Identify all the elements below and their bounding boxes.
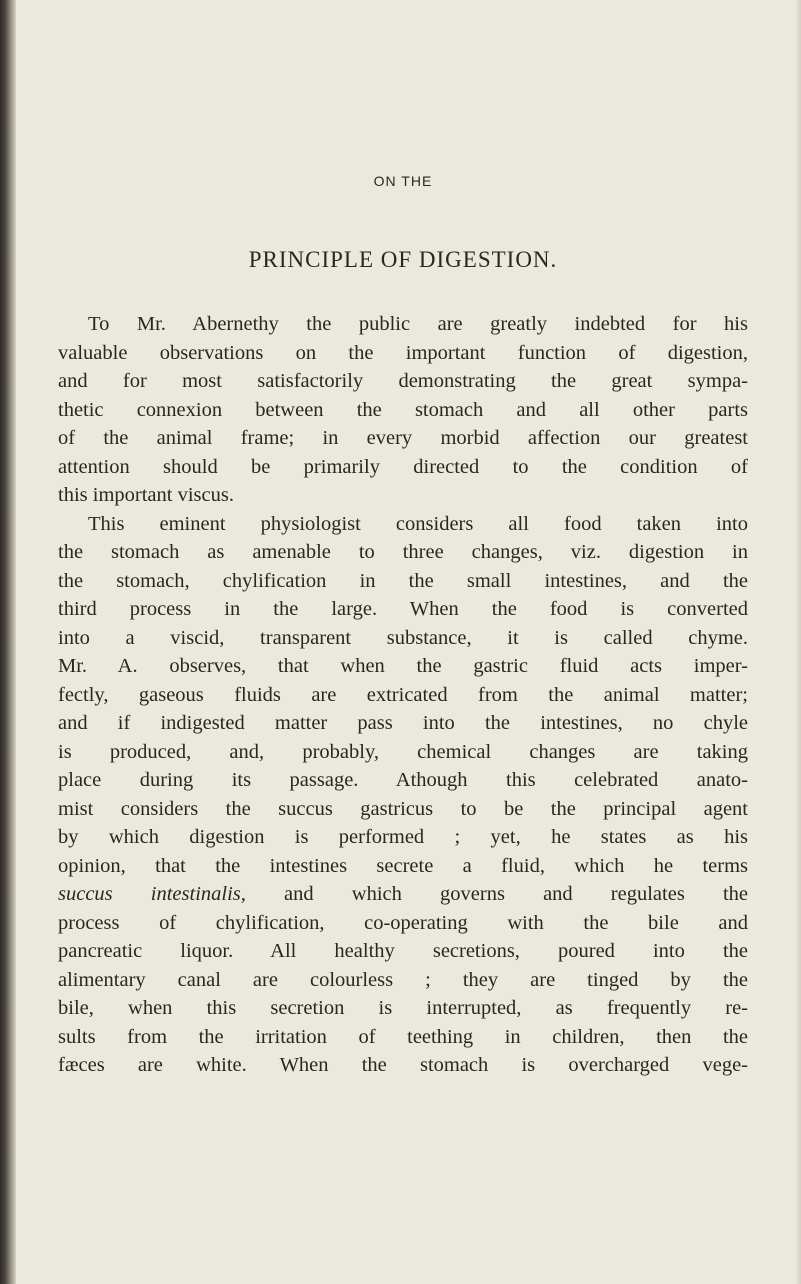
text-line: bile, when this secretion is interrupted, as frequently re- — [58, 997, 748, 1019]
text-line: third process in the large. When the food is converted — [58, 598, 748, 620]
text-line: is produced, and, probably, chemical changes are taking — [58, 740, 748, 763]
book-binding-edge — [0, 0, 16, 1284]
italic-term: succus intestinalis, — [58, 883, 246, 905]
document-page — [58, 0, 748, 1284]
text-line: mist considers the succus gastricus to be the principal agent — [58, 797, 748, 820]
text-line: the stomach, chylification in the small intestines, and the — [58, 569, 748, 592]
text-line: This eminent physiologist considers all food taken into — [88, 512, 748, 535]
text-line: attention should be primarily directed to the condition of — [58, 455, 748, 478]
text-line: fectly, gaseous fluids are extricated from the animal matter; — [58, 683, 748, 706]
page-title: PRINCIPLE OF DIGESTION. — [248, 247, 558, 272]
text-line: thetic connexion between the stomach and all other parts — [58, 398, 748, 421]
text-line-rest: and which governs and regulates the — [284, 883, 748, 905]
text-line: and if indigested matter pass into the intestines, no chyle — [58, 712, 748, 734]
text-line: process of chylification, co-operating with the bile and — [58, 911, 748, 934]
body-text — [58, 310, 748, 1080]
text-line: To Mr. Abernethy the public are greatly indebted for his — [88, 313, 748, 335]
text-line: place during its passage. Athough this celebrated anato- — [58, 769, 748, 791]
text-line: into a viscid, transparent substance, it is called chyme. — [58, 626, 748, 649]
text-line: by which digestion is performed ; yet, he states as his — [58, 826, 748, 848]
text-line: of the animal frame; in every morbid affection our greatest — [58, 427, 748, 449]
text-line: opinion, that the intestines secrete a fluid, which he terms — [58, 854, 748, 877]
text-line: and for most satisfactorily demonstrating the great sympa- — [58, 370, 748, 392]
text-line-with-italic — [58, 880, 748, 909]
text-line: the stomach as amenable to three changes, viz. digestion in — [58, 541, 748, 563]
text-line: fæces are white. When the stomach is overcharged vege- — [58, 1054, 748, 1076]
text-line: valuable observations on the important function of digestion, — [58, 341, 748, 364]
text-line: Mr. A. observes, that when the gastric fluid acts imper- — [58, 655, 748, 677]
text-line: pancreatic liquor. All healthy secretions, poured into the — [58, 940, 748, 962]
text-line: this important viscus. — [58, 484, 234, 506]
text-line: sults from the irritation of teething in children, then the — [58, 1025, 748, 1048]
page-right-edge — [795, 0, 801, 1284]
text-line: alimentary canal are colourless ; they are tinged by the — [58, 968, 748, 991]
supertitle: ON THE — [373, 173, 433, 189]
